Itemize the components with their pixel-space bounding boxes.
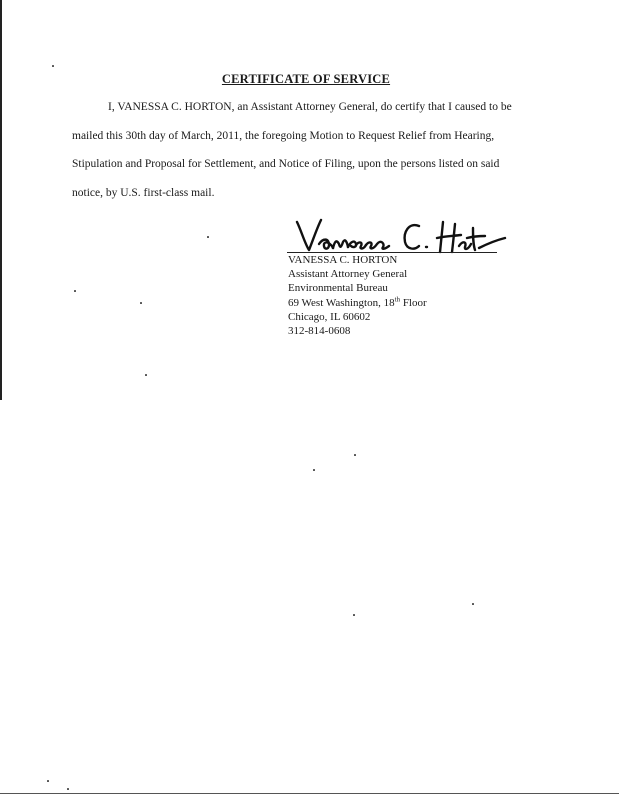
document-title: CERTIFICATE OF SERVICE (221, 72, 391, 86)
scan-speck (67, 788, 69, 790)
signer-name: VANESSA C. HORTON (288, 254, 398, 266)
scan-speck (140, 302, 142, 304)
address-street: 69 West Washington, 18 (288, 296, 395, 309)
scan-left-edge (0, 0, 2, 400)
scan-speck (354, 454, 356, 456)
address-ordinal-suffix: th (394, 294, 401, 303)
scan-speck (74, 290, 76, 292)
body-line-1: I, VANESSA C. HORTON, an Assistant Attorney General, do certify that I caused to be (108, 101, 512, 113)
certificate-body (72, 93, 552, 207)
scan-speck (472, 603, 474, 605)
scan-bottom-edge (0, 793, 619, 794)
signer-phone: 312-814-0608 (288, 325, 351, 338)
body-line-3: Stipulation and Proposal for Settlement, and Notice of Filing, upon the persons listed on said (72, 158, 500, 171)
body-line-2: mailed this 30th day of March, 2011, the foregoing Motion to Request Relief from Hearing, (72, 129, 495, 142)
signer-city: Chicago, IL 60602 (288, 310, 371, 323)
signature-block (288, 253, 427, 338)
scan-speck (47, 780, 49, 782)
signer-bureau: Environmental Bureau (288, 282, 388, 295)
signer-position: Assistant Attorney General (288, 268, 408, 281)
address-floor: Floor (400, 296, 427, 309)
scan-speck (313, 469, 315, 471)
scan-speck (52, 65, 54, 67)
scan-speck (207, 236, 209, 238)
scan-speck (145, 374, 147, 376)
scan-speck (353, 614, 355, 616)
handwritten-signature (293, 214, 508, 256)
body-line-4: notice, by U.S. first-class mail. (72, 186, 215, 199)
signer-address (288, 296, 427, 310)
